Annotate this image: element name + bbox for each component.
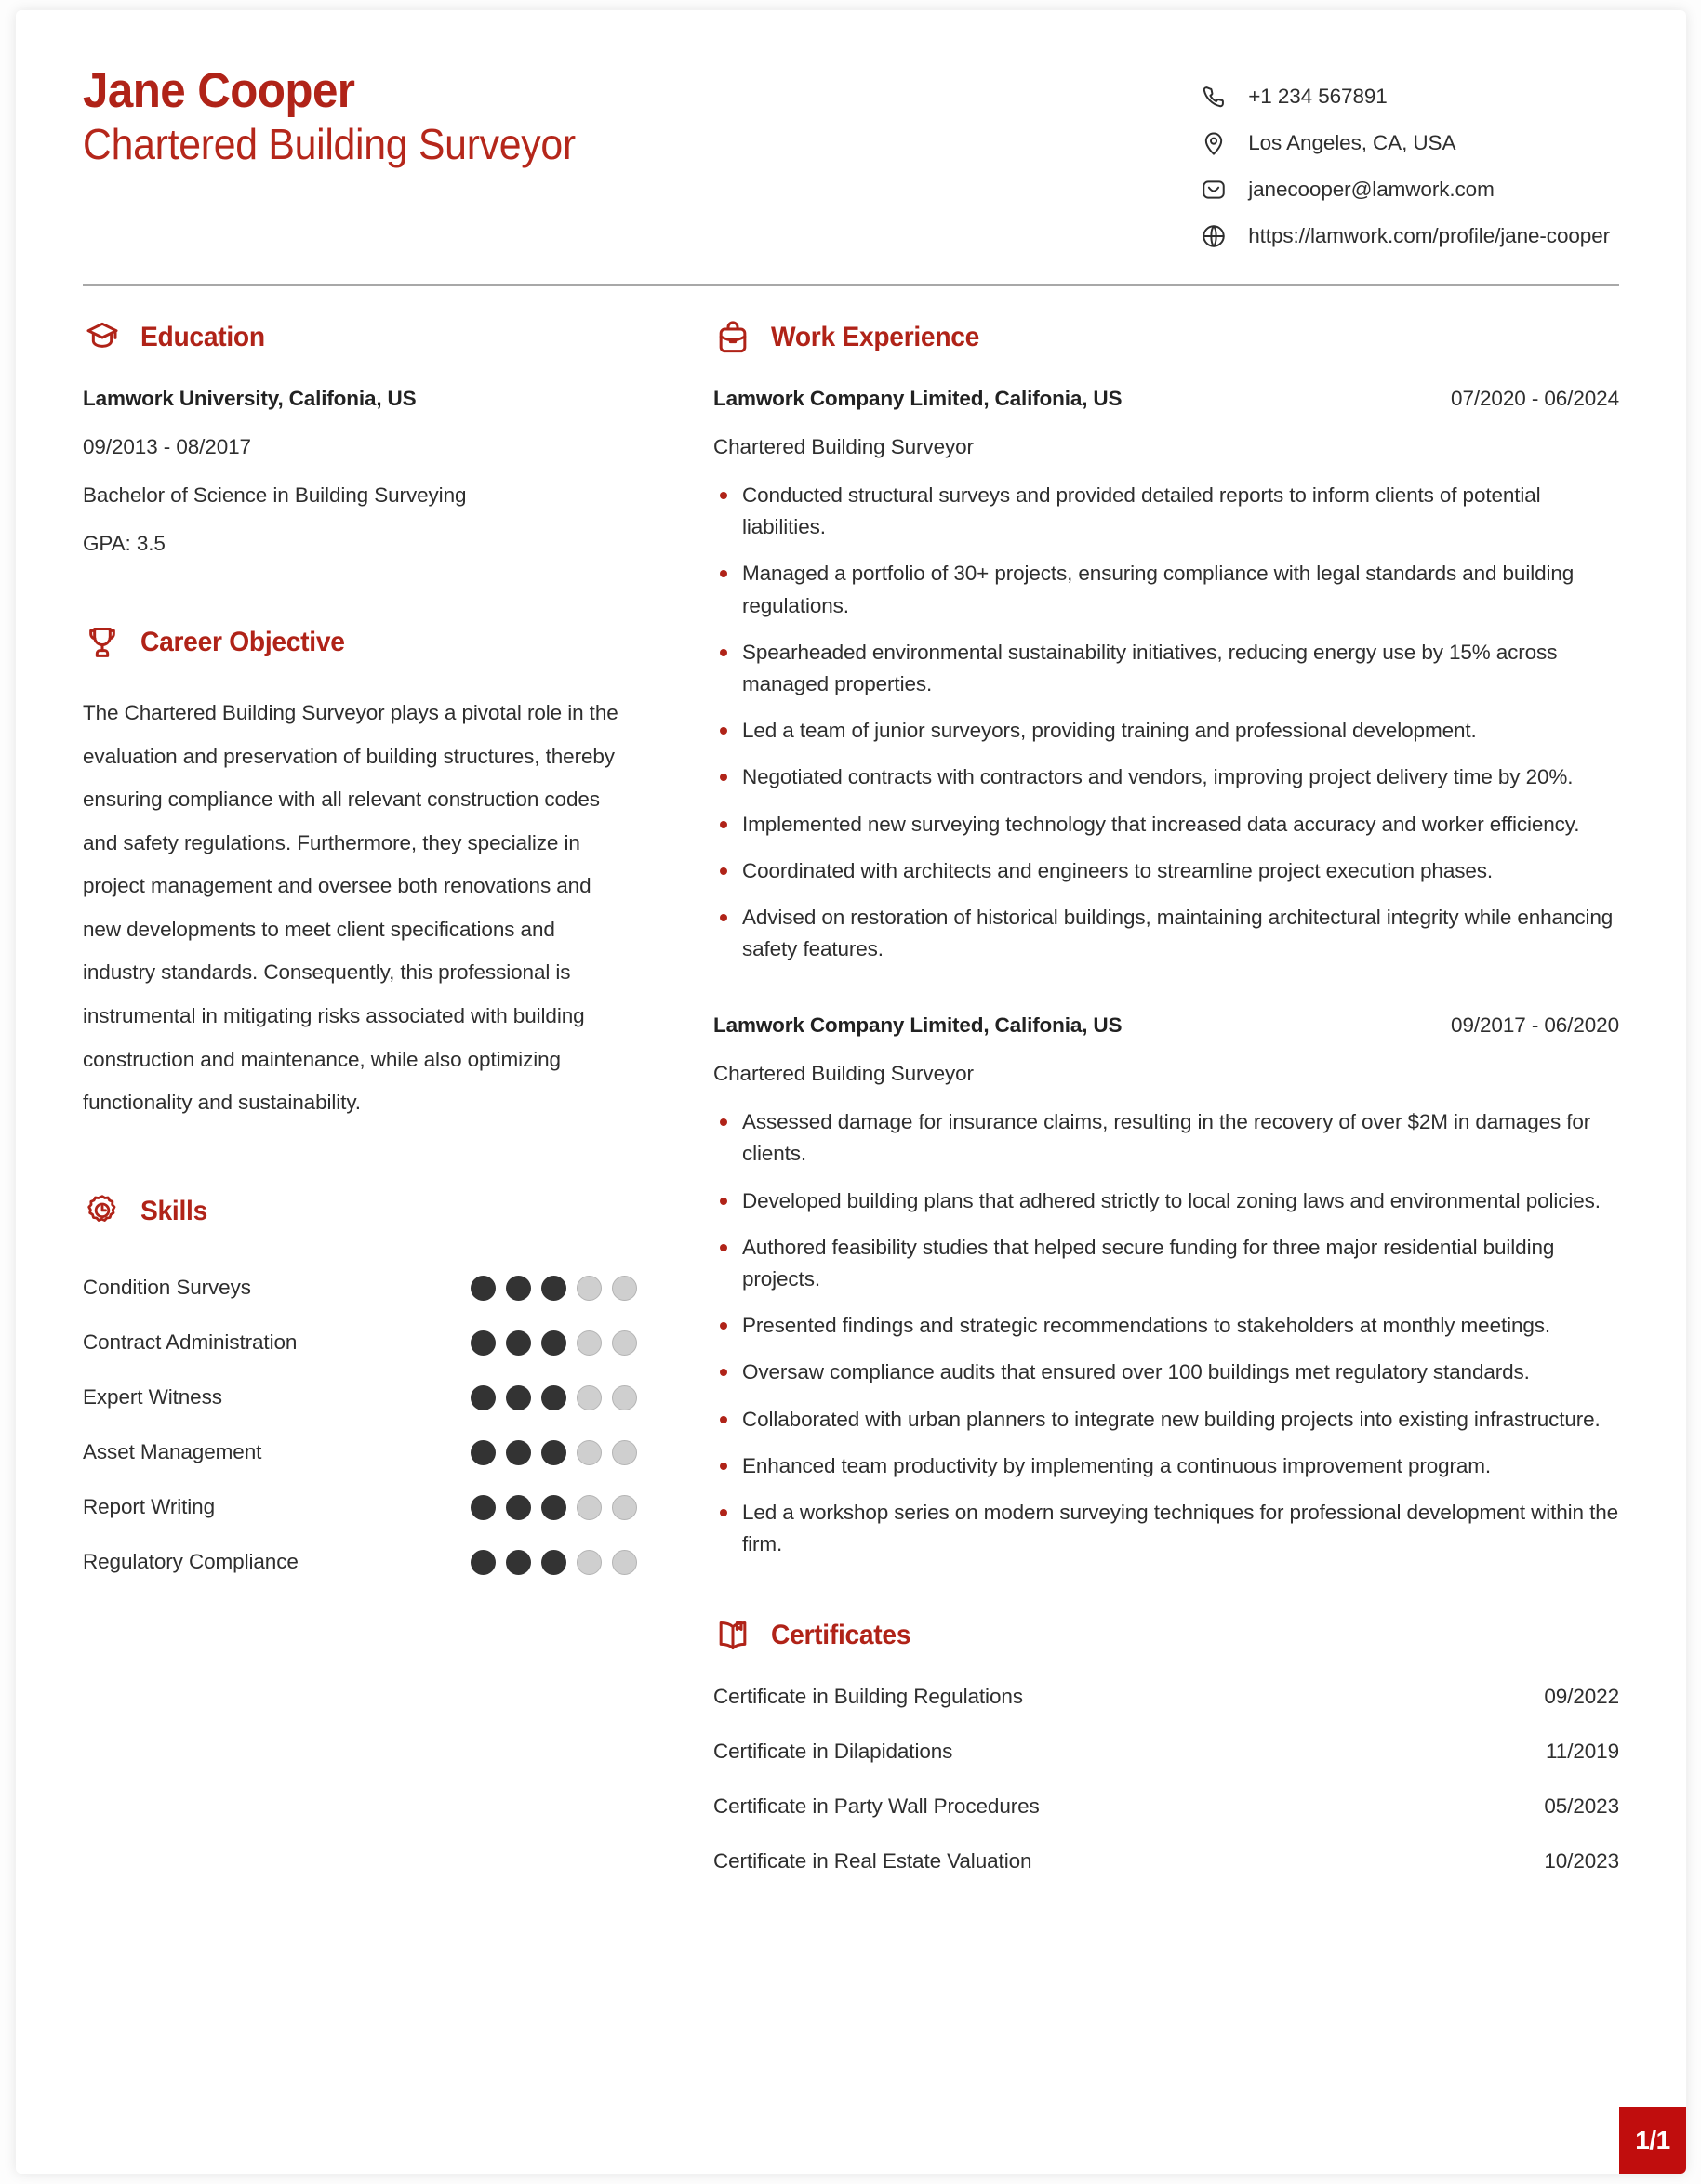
rating-dot-filled [541,1495,566,1520]
left-column [83,318,641,1904]
bullet-item: Collaborated with urban planners to integrate new building projects into existing infrastructure. [713,1404,1619,1436]
experience-dates: 09/2017 - 06/2020 [1451,1013,1619,1038]
bullet-item: Presented findings and strategic recommendations to stakeholders at monthly meetings. [713,1310,1619,1342]
skill-label: Report Writing [83,1495,215,1519]
skill-label: Regulatory Compliance [83,1550,299,1574]
rating-dot-filled [471,1330,496,1356]
certificate-date: 09/2022 [1544,1685,1619,1709]
spacer [713,980,1619,1013]
rating-dot-filled [541,1276,566,1301]
certificate-row [713,1685,1619,1740]
skill-label: Condition Surveys [83,1276,251,1300]
bullet-item: Oversaw compliance audits that ensured over 100 buildings met regulatory standards. [713,1357,1619,1388]
skill-rating [460,1440,637,1465]
experience-entry-header [713,387,1619,411]
rating-dot-filled [541,1550,566,1575]
trophy-icon [83,623,122,662]
education-gpa: GPA: 3.5 [83,532,166,555]
skill-row [83,1535,641,1590]
bullet-item: Managed a portfolio of 30+ projects, ensuring compliance with legal standards and building regulations. [713,558,1619,621]
experience-entry [713,387,1619,965]
bullet-item: Implemented new surveying technology that increased data accuracy and worker efficiency. [713,809,1619,841]
certificate-name: Certificate in Party Wall Procedures [713,1794,1040,1819]
skill-row [83,1425,641,1480]
rating-dot-empty [577,1385,602,1410]
rating-dot-filled [541,1385,566,1410]
rating-dot-filled [471,1495,496,1520]
contact-list [1200,73,1610,259]
rating-dot-empty [577,1276,602,1301]
location-pin-icon [1200,129,1228,157]
certificate-name: Certificate in Dilapidations [713,1740,953,1764]
job-role-subtitle: Chartered Building Surveyor [83,120,576,169]
rating-dot-filled [471,1550,496,1575]
certificate-row [713,1740,1619,1794]
rating-dot-filled [506,1330,531,1356]
experience-dates: 07/2020 - 06/2024 [1451,387,1619,410]
graduation-cap-icon [83,318,122,357]
section-certificates [713,1616,1619,1904]
contact-item-location[interactable] [1200,120,1610,166]
column-gap [641,318,713,1904]
identity-block [83,64,613,170]
rating-dot-filled [541,1440,566,1465]
spacer [83,556,641,623]
experience-job-title: Chartered Building Surveyor [713,435,974,458]
education-dates: 09/2013 - 08/2017 [83,435,251,458]
contact-value: +1 234 567891 [1248,85,1388,108]
section-skills [83,1192,641,1590]
section-heading [83,318,641,357]
certificate-date: 10/2023 [1544,1849,1619,1873]
section-heading [713,318,1619,357]
certificate-name: Certificate in Real Estate Valuation [713,1849,1032,1873]
rating-dot-empty [577,1550,602,1575]
skill-rating [460,1276,637,1301]
experience-entry [713,1013,1619,1560]
section-heading [83,1192,641,1231]
section-career-objective [83,623,641,1125]
section-title: Work Experience [771,322,980,352]
resume-header [83,64,1619,259]
bullet-item: Coordinated with architects and engineers to streamline project execution phases. [713,855,1619,887]
section-title: Skills [140,1195,207,1226]
skill-row [83,1316,641,1370]
certificate-row [713,1794,1619,1849]
spacer [83,1125,641,1192]
certificate-date: 11/2019 [1546,1740,1619,1764]
bullet-item: Authored feasibility studies that helped secure funding for three major residential building projects. [713,1232,1619,1295]
skill-label: Contract Administration [83,1330,298,1355]
rating-dot-filled [541,1330,566,1356]
bullet-item: Negotiated contracts with contractors and vendors, improving project delivery time by 20%. [713,761,1619,793]
rating-dot-filled [506,1495,531,1520]
rating-dot-empty [612,1440,637,1465]
page-indicator-badge: 1/1 [1619,2107,1686,2174]
right-column [713,318,1619,1904]
rating-dot-filled [506,1385,531,1410]
rating-dot-filled [506,1276,531,1301]
contact-item-email[interactable] [1200,166,1610,213]
section-heading [713,1616,1619,1655]
certificate-name: Certificate in Building Regulations [713,1685,1023,1709]
experience-job-title: Chartered Building Surveyor [713,1062,974,1086]
phone-icon [1200,83,1228,111]
rating-dot-filled [506,1440,531,1465]
bullet-item: Spearheaded environmental sustainability initiatives, reducing energy use by 15% across managed properties. [713,637,1619,700]
skills-list [83,1261,641,1590]
contact-value: Los Angeles, CA, USA [1248,131,1456,154]
rating-dot-filled [471,1276,496,1301]
contact-value: janecooper@lamwork.com [1248,178,1495,201]
skill-rating [460,1550,637,1575]
experience-entry-header [713,1013,1619,1038]
briefcase-icon [713,318,752,357]
envelope-icon [1200,176,1228,204]
rating-dot-filled [471,1440,496,1465]
section-title: Career Objective [140,627,345,657]
section-title: Education [140,322,265,352]
experience-bullets [713,480,1619,965]
skill-row [83,1261,641,1316]
skill-rating [460,1385,637,1410]
rating-dot-filled [471,1385,496,1410]
rating-dot-empty [612,1330,637,1356]
bullet-item: Advised on restoration of historical buildings, maintaining architectural integrity while enhancing safety features. [713,902,1619,965]
bullet-item: Assessed damage for insurance claims, resulting in the recovery of over $2M in damages for clients. [713,1106,1619,1170]
rating-dot-empty [577,1495,602,1520]
header-divider [83,284,1619,286]
contact-item-phone[interactable] [1200,73,1610,120]
globe-icon [1200,222,1228,250]
certificates-list [713,1685,1619,1904]
bullet-item: Led a team of junior surveyors, providing training and professional development. [713,715,1619,747]
rating-dot-filled [506,1550,531,1575]
resume-body [83,318,1619,1904]
contact-value: https://lamwork.com/profile/jane-cooper [1248,224,1610,247]
skill-label: Asset Management [83,1440,262,1464]
certificate-row [713,1849,1619,1904]
section-education [83,318,641,556]
resume-page [16,10,1686,2174]
education-school: Lamwork University, Califonia, US [83,387,417,410]
rating-dot-empty [612,1385,637,1410]
gear-clock-badge-icon [83,1192,122,1231]
contact-item-website[interactable] [1200,213,1610,259]
rating-dot-empty [577,1440,602,1465]
rating-dot-empty [577,1330,602,1356]
certificate-date: 05/2023 [1544,1794,1619,1819]
open-book-bookmark-icon [713,1616,752,1655]
page-title: Jane Cooper [83,63,355,118]
experience-bullets [713,1106,1619,1560]
skill-rating [460,1330,637,1356]
education-degree: Bachelor of Science in Building Surveying [83,483,467,507]
bullet-item: Enhanced team productivity by implementing a continuous improvement program. [713,1450,1619,1482]
section-title: Certificates [771,1620,911,1651]
career-objective-text: The Chartered Building Surveyor plays a pivotal role in the evaluation and preservation of building structures, thereby ensuring compliance with all relevant construction codes and safety regulations. Furthermore, they specialize in project management and oversee both renovations and new developments to meet client specifications and industry standards. Consequently, this professional is instrumental in mitigating risks associated with building construction and maintenance, while also optimizing functionality and sustainability. [83,701,618,1115]
bullet-item: Developed building plans that adhered strictly to local zoning laws and environmental policies. [713,1185,1619,1217]
skill-rating [460,1495,637,1520]
experience-company: Lamwork Company Limited, Califonia, US [713,1013,1123,1038]
bullet-item: Led a workshop series on modern surveying techniques for professional development within the firm. [713,1497,1619,1560]
section-heading [83,623,641,662]
skill-row [83,1370,641,1425]
skill-label: Expert Witness [83,1385,222,1410]
experience-company: Lamwork Company Limited, Califonia, US [713,387,1123,410]
rating-dot-empty [612,1550,637,1575]
section-work-experience [713,318,1619,1560]
rating-dot-empty [612,1495,637,1520]
skill-row [83,1480,641,1535]
rating-dot-empty [612,1276,637,1301]
bullet-item: Conducted structural surveys and provided detailed reports to inform clients of potential liabilities. [713,480,1619,543]
